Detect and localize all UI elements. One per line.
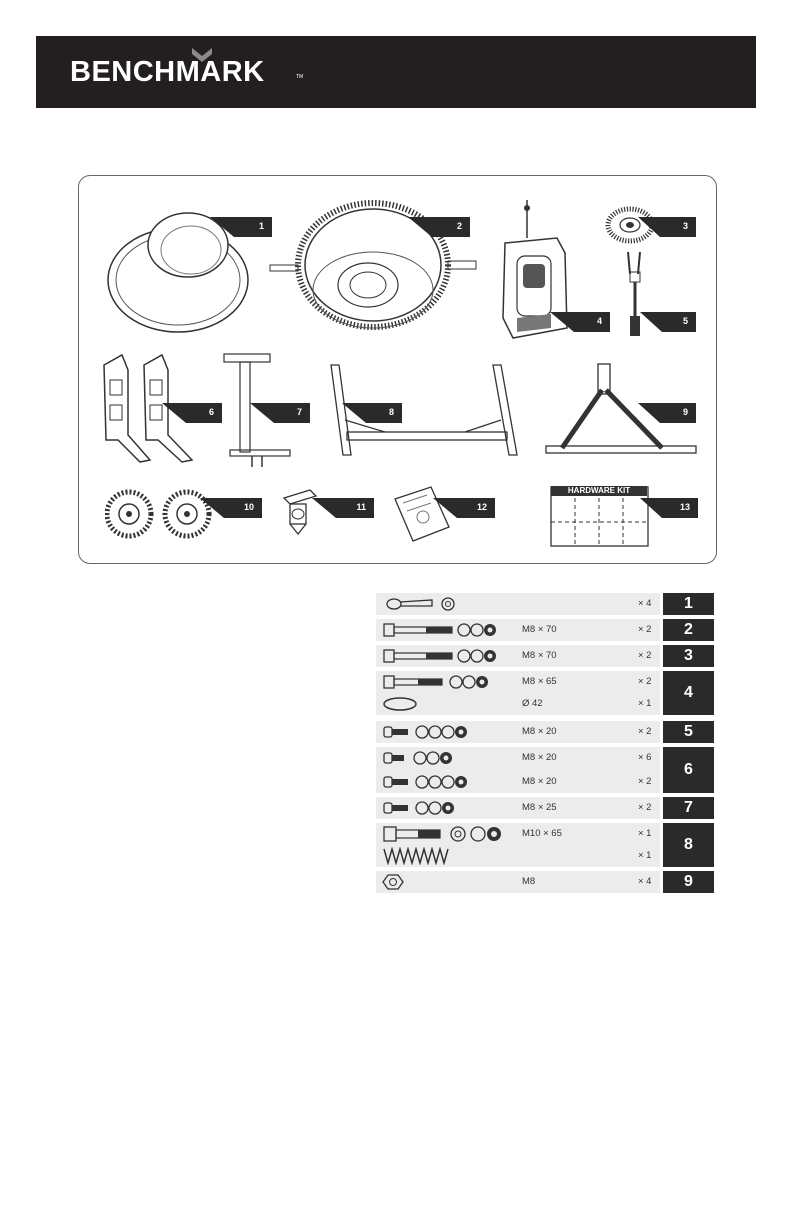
part-number: 7 xyxy=(296,407,302,417)
o-ring-icon xyxy=(382,696,422,712)
hardware-spec: M8 × 20 xyxy=(522,776,557,787)
short-bolt-washers-icon xyxy=(382,724,472,740)
part-number: 2 xyxy=(456,221,462,231)
part-number: 3 xyxy=(682,221,688,231)
hardware-spec: M8 × 25 xyxy=(522,802,557,813)
hardware-row xyxy=(376,721,660,743)
hardware-qty: × 2 xyxy=(638,776,652,787)
part-tag-10 xyxy=(200,498,262,518)
part-number: 1 xyxy=(258,221,264,231)
hardware-spec: M8 × 20 xyxy=(522,726,557,737)
hardware-kit-label: HARDWARE KIT xyxy=(551,486,647,496)
part-tag-8 xyxy=(342,403,402,423)
hardware-spec: M8 × 65 xyxy=(522,676,557,687)
part-number: 13 xyxy=(679,502,690,512)
part-tag-9 xyxy=(638,403,696,423)
part-number: 8 xyxy=(388,407,394,417)
hardware-group-number: 3 xyxy=(663,645,714,667)
hardware-group-number: 6 xyxy=(663,747,714,793)
part-tag-12 xyxy=(433,498,495,518)
hardware-row xyxy=(376,619,660,641)
hardware-qty: × 6 xyxy=(638,752,652,763)
hardware-table xyxy=(376,593,714,893)
hardware-qty: × 4 xyxy=(638,876,652,887)
part-number: 6 xyxy=(208,407,214,417)
hardware-spec: M8 × 70 xyxy=(522,650,557,661)
hardware-row xyxy=(376,797,660,819)
hardware-row xyxy=(376,747,660,793)
part-number: 12 xyxy=(476,502,487,512)
hardware-spec: M8 × 70 xyxy=(522,624,557,635)
hardware-group-number: 7 xyxy=(663,797,714,819)
part-number: 10 xyxy=(243,502,254,512)
hardware-qty: × 2 xyxy=(638,726,652,737)
part-tag-6 xyxy=(162,403,222,423)
part-number: 4 xyxy=(596,316,602,326)
hardware-spec: M10 × 65 xyxy=(522,828,562,839)
bolt-washers-nut-icon xyxy=(382,648,497,664)
hardware-spec: M8 × 20 xyxy=(522,752,557,763)
hardware-row xyxy=(376,823,660,867)
hardware-qty: × 1 xyxy=(638,698,652,709)
hardware-qty: × 2 xyxy=(638,676,652,687)
wheels-icon xyxy=(105,488,215,540)
part-tag-4 xyxy=(550,312,610,332)
hardware-group-number: 9 xyxy=(663,871,714,893)
hardware-spec: M8 xyxy=(522,876,536,887)
hardware-group-number: 4 xyxy=(663,671,714,715)
part-tag-2 xyxy=(408,217,470,237)
short-bolt-washers-icon xyxy=(382,774,472,790)
hardware-qty: × 1 xyxy=(638,850,652,861)
hardware-row xyxy=(376,645,660,667)
part-tag-7 xyxy=(250,403,310,423)
hardware-spec: Ø 42 xyxy=(522,698,543,709)
part-tag-1 xyxy=(210,217,272,237)
hardware-group-number: 2 xyxy=(663,619,714,641)
hardware-row xyxy=(376,871,660,893)
part-tag-5 xyxy=(640,312,696,332)
hardware-row xyxy=(376,671,660,715)
brand-trademark: TM xyxy=(296,74,304,80)
large-bolt-washers-icon xyxy=(382,825,512,843)
hardware-group-number: 1 xyxy=(663,593,714,615)
hardware-qty: × 1 xyxy=(638,828,652,839)
hardware-qty: × 2 xyxy=(638,650,652,661)
nut-icon xyxy=(382,874,406,890)
short-bolt-washers-icon xyxy=(382,750,462,766)
part-tag-11 xyxy=(312,498,374,518)
part-tag-3 xyxy=(638,217,696,237)
short-bolt-washers-icon xyxy=(382,800,462,816)
pin-washer-icon xyxy=(382,596,462,612)
part-number: 9 xyxy=(682,407,688,417)
hardware-row xyxy=(376,593,660,615)
spring-icon xyxy=(382,847,452,865)
part-number: 5 xyxy=(682,316,688,326)
hardware-qty: × 2 xyxy=(638,624,652,635)
hardware-qty: × 4 xyxy=(638,598,652,609)
hardware-group-number: 5 xyxy=(663,721,714,743)
part-number: 11 xyxy=(356,502,366,512)
hardware-qty: × 2 xyxy=(638,802,652,813)
bolt-washers-nut-icon xyxy=(382,674,497,690)
part-tag-13 xyxy=(640,498,698,518)
bolt-washers-nut-icon xyxy=(382,622,497,638)
hardware-group-number: 8 xyxy=(663,823,714,867)
brand-logo: BENCHMARK xyxy=(70,56,265,88)
